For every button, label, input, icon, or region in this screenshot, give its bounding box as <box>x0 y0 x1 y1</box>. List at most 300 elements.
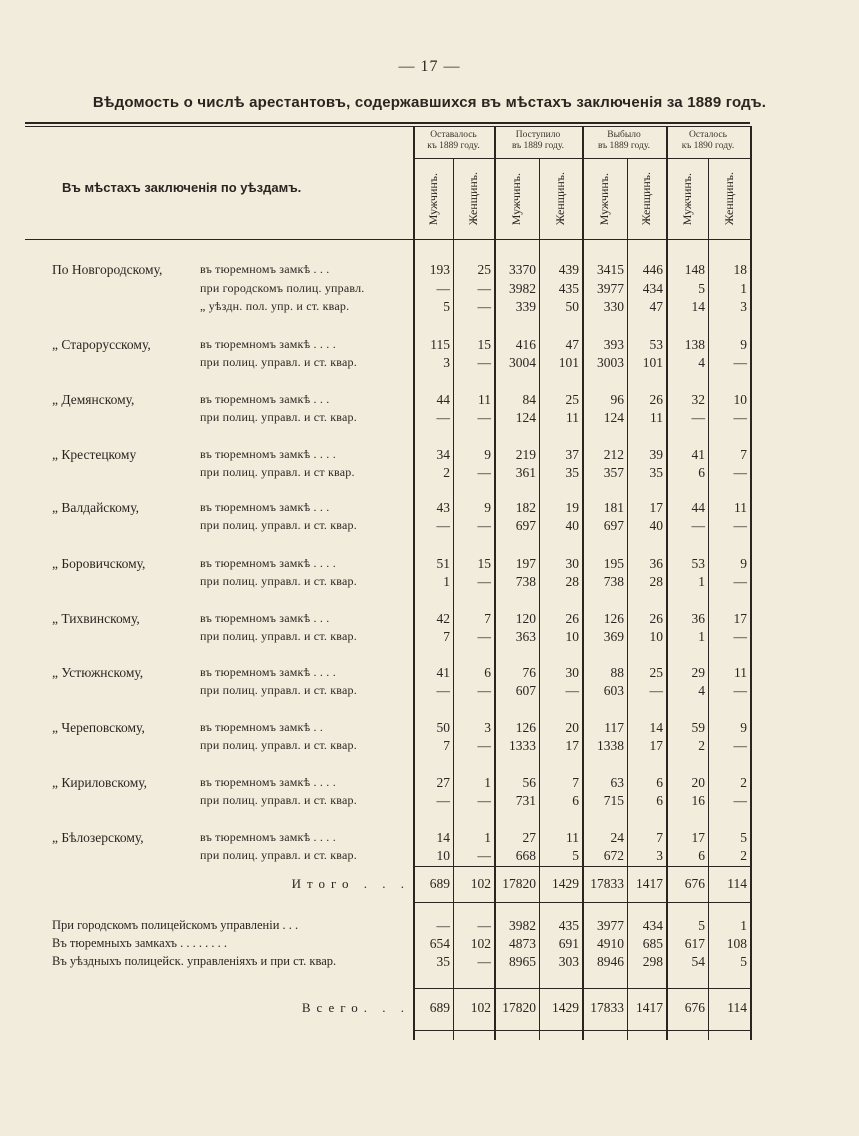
table-row <box>0 355 859 375</box>
table-cell: 676 <box>684 876 705 891</box>
table-cell: 35 <box>436 954 450 969</box>
table-row <box>0 556 859 576</box>
column-sub-header <box>453 160 494 238</box>
table-cell: — <box>565 683 579 698</box>
table-cell: — <box>436 281 450 296</box>
institution-label: въ тюремномъ замкѣ . . . . <box>200 447 336 461</box>
table-cell: 668 <box>515 848 536 863</box>
table-cell: 691 <box>558 936 579 951</box>
total-row <box>0 876 859 896</box>
institution-label: въ тюремномъ замкѣ . . <box>200 720 324 734</box>
table-cell: 11 <box>566 410 579 425</box>
table-cell: 298 <box>642 954 663 969</box>
district-label: „ Старорусскому, <box>52 337 151 352</box>
table-cell: 6 <box>484 665 491 680</box>
institution-label: въ тюремномъ замкѣ . . . <box>200 500 330 514</box>
table-cell: — <box>733 355 747 370</box>
page-number: — 17 — <box>398 58 461 75</box>
institution-label: въ тюремномъ замкѣ . . . . <box>200 830 336 844</box>
table-cell: 50 <box>565 299 579 314</box>
column-sub-header <box>666 160 708 238</box>
table-cell: 126 <box>515 720 536 735</box>
table-row <box>0 830 859 850</box>
table-cell: — <box>477 410 491 425</box>
table-cell: 303 <box>558 954 579 969</box>
table-cell: 30 <box>565 665 579 680</box>
institution-label: въ тюремномъ замкѣ . . . <box>200 392 330 406</box>
table-cell: 330 <box>603 299 624 314</box>
table-cell: 3977 <box>597 281 624 296</box>
table-cell: 44 <box>691 500 705 515</box>
column-sub-header-label: Женщинъ. <box>553 172 567 226</box>
table-cell: 1333 <box>509 738 536 753</box>
column-sub-header-label: Женщинъ. <box>721 172 736 226</box>
table-cell: 10 <box>436 848 450 863</box>
table-cell: — <box>477 629 491 644</box>
table-cell: 3003 <box>597 355 624 370</box>
table-cell: 4910 <box>597 936 624 951</box>
table-cell: 47 <box>649 299 663 314</box>
table-cell: 1429 <box>552 1000 579 1015</box>
table-row <box>0 574 859 594</box>
table-cell: — <box>691 518 705 533</box>
table-cell: 11 <box>734 500 747 515</box>
column-sub-header-label: Мужчинъ. <box>425 172 440 226</box>
table-cell: 9 <box>484 447 491 462</box>
column-sub-header-label: Мужчинъ. <box>509 172 523 226</box>
table-cell: 1 <box>698 574 705 589</box>
table-cell: 63 <box>610 775 624 790</box>
table-cell: 697 <box>515 518 536 533</box>
table-cell: 5 <box>698 281 705 296</box>
table-cell: 41 <box>436 665 450 680</box>
table-row <box>0 683 859 703</box>
table-cell: 181 <box>603 500 624 515</box>
table-cell: 28 <box>649 574 663 589</box>
district-label: „ Боровичскому, <box>52 556 146 571</box>
table-cell: 40 <box>649 518 663 533</box>
table-cell: 6 <box>656 775 663 790</box>
table-row <box>0 629 859 649</box>
institution-label: при полиц. управл. и ст. квар. <box>200 683 357 697</box>
column-group-label: Осталось <box>689 130 727 140</box>
table-cell: 17833 <box>590 876 624 891</box>
table-row <box>0 281 859 301</box>
table-cell: 17 <box>565 738 579 753</box>
table-cell: 1 <box>740 918 747 933</box>
table-cell: — <box>477 355 491 370</box>
table-cell: 11 <box>734 665 747 680</box>
institution-label: при полиц. управл. и ст. квар. <box>200 355 357 369</box>
table-cell: — <box>733 683 747 698</box>
table-cell: 434 <box>642 918 663 933</box>
table-cell: 15 <box>477 337 491 352</box>
table-cell: 3 <box>656 848 663 863</box>
summary-row <box>0 954 859 974</box>
institution-label: при полиц. управл. и ст. квар. <box>200 410 357 424</box>
table-cell: — <box>477 793 491 808</box>
table-cell: 47 <box>565 337 579 352</box>
table-cell: 6 <box>572 793 579 808</box>
table-cell: 10 <box>565 629 579 644</box>
table-cell: 17 <box>733 611 747 626</box>
table-cell: 393 <box>603 337 624 352</box>
table-cell: 3982 <box>509 918 536 933</box>
table-cell: 17 <box>649 500 663 515</box>
table-cell: 20 <box>691 775 705 790</box>
institution-label: при полиц. управл. и ст. квар. <box>200 574 357 588</box>
table-cell: 36 <box>649 556 663 571</box>
table-cell: — <box>477 518 491 533</box>
summary-row <box>0 936 859 956</box>
table-cell: 1 <box>698 629 705 644</box>
column-group-sublabel: въ 1889 году. <box>511 141 565 151</box>
table-cell: 54 <box>691 954 705 969</box>
table-cell: — <box>691 410 705 425</box>
table-cell: 50 <box>436 720 450 735</box>
table-row <box>0 848 859 868</box>
table-cell: — <box>477 465 491 480</box>
table-cell: 11 <box>650 410 663 425</box>
table-cell: 5 <box>572 848 579 863</box>
institution-label: при полиц. управл. и ст квар. <box>200 465 355 479</box>
table-cell: 43 <box>436 500 450 515</box>
table-cell: 3 <box>484 720 491 735</box>
table-cell: 39 <box>649 447 663 462</box>
table-cell: 17820 <box>502 1000 536 1015</box>
table-cell: 416 <box>515 337 536 352</box>
table-cell: 9 <box>484 500 491 515</box>
table-cell: 363 <box>515 629 536 644</box>
institution-label: при полиц. управл. и ст. квар. <box>200 738 357 752</box>
table-cell: 689 <box>429 876 450 891</box>
table-cell: 108 <box>726 936 747 951</box>
table-cell: 25 <box>477 262 491 277</box>
column-group-header <box>413 130 494 156</box>
table-cell: — <box>477 574 491 589</box>
table-row <box>0 337 859 357</box>
table-cell: 53 <box>649 337 663 352</box>
institution-label: при полиц. управл. и ст. квар. <box>200 793 357 807</box>
table-cell: 182 <box>515 500 536 515</box>
table-cell: 6 <box>698 848 705 863</box>
table-cell: 76 <box>522 665 536 680</box>
table-row <box>0 465 859 485</box>
row-header: Въ мѣстахъ заключенія по уѣздамъ. <box>62 180 302 195</box>
table-cell: 120 <box>515 611 536 626</box>
table-cell: 36 <box>691 611 705 626</box>
column-sub-header <box>413 160 453 238</box>
column-group-label: Выбыло <box>607 130 641 140</box>
table-cell: 32 <box>691 392 705 407</box>
table-row <box>0 447 859 467</box>
institution-label: при полиц. управл. и ст. квар. <box>200 518 357 532</box>
table-cell: 4 <box>698 355 705 370</box>
column-group-label: Поступило <box>515 130 561 140</box>
table-cell: 27 <box>522 830 536 845</box>
table-cell: — <box>436 410 450 425</box>
table-cell: 5 <box>740 830 747 845</box>
table-cell: 26 <box>649 611 663 626</box>
table-cell: 738 <box>603 574 624 589</box>
table-cell: 59 <box>691 720 705 735</box>
table-row <box>0 500 859 520</box>
table-cell: 339 <box>515 299 536 314</box>
district-label: „ Тихвинскому, <box>52 611 140 626</box>
table-cell: 17833 <box>590 1000 624 1015</box>
table-cell: 1417 <box>636 1000 663 1015</box>
table-cell: — <box>649 683 663 698</box>
table-cell: 3 <box>443 355 450 370</box>
summary-row <box>0 918 859 938</box>
column-group-sublabel: въ 1889 году. <box>597 141 651 151</box>
table-cell: 26 <box>649 392 663 407</box>
column-sub-header <box>627 160 666 238</box>
table-cell: 2 <box>740 775 747 790</box>
institution-label: въ тюремномъ замкѣ . . . . <box>200 775 336 789</box>
table-row <box>0 392 859 412</box>
institution-label: при полиц. управл. и ст. квар. <box>200 848 357 862</box>
table-cell: 193 <box>429 262 450 277</box>
table-cell: 6 <box>656 793 663 808</box>
column-group-sublabel: къ 1890 году. <box>681 141 735 151</box>
table-cell: 715 <box>603 793 624 808</box>
table-cell: 17820 <box>502 876 536 891</box>
table-cell: — <box>477 738 491 753</box>
district-label: „ Кириловскому, <box>52 775 148 790</box>
table-cell: 654 <box>429 936 450 951</box>
table-cell: 617 <box>684 936 705 951</box>
table-cell: 11 <box>478 392 491 407</box>
table-cell: 4 <box>698 683 705 698</box>
table-cell: 2 <box>698 738 705 753</box>
table-cell: 689 <box>429 1000 450 1015</box>
column-group-label: Оставалось <box>430 130 477 140</box>
table-cell: 3982 <box>509 281 536 296</box>
table-row <box>0 518 859 538</box>
table-cell: 84 <box>522 392 536 407</box>
table-cell: 16 <box>691 793 705 808</box>
table-row <box>0 410 859 430</box>
table-cell: 3415 <box>597 262 624 277</box>
table-row <box>0 299 859 319</box>
table-cell: 3004 <box>509 355 536 370</box>
institution-label: при городскомъ полиц. управл. <box>200 281 365 295</box>
table-cell: 3 <box>740 299 747 314</box>
table-cell: 7 <box>484 611 491 626</box>
table-cell: 1429 <box>552 876 579 891</box>
table-cell: 51 <box>436 556 450 571</box>
district-label: „ Валдайскому, <box>52 500 139 515</box>
table-cell: 7 <box>740 447 747 462</box>
table-cell: 114 <box>727 1000 747 1015</box>
table-cell: 731 <box>515 793 536 808</box>
district-label: „ Демянскому, <box>52 392 135 407</box>
institution-label: въ тюремномъ замкѣ . . . . <box>200 665 336 679</box>
table-cell: 435 <box>558 281 579 296</box>
table-cell: 114 <box>727 876 747 891</box>
column-group-header <box>494 130 582 156</box>
table-cell: 685 <box>642 936 663 951</box>
table-cell: 212 <box>603 447 624 462</box>
institution-label: „ уѣздн. пол. упр. и ст. квар. <box>200 299 350 313</box>
table-cell: 1 <box>443 574 450 589</box>
table-cell: 44 <box>436 392 450 407</box>
column-sub-header-label: Женщинъ. <box>466 172 480 226</box>
column-sub-header <box>582 160 627 238</box>
table-cell: 1 <box>740 281 747 296</box>
district-label: По Новгородскому, <box>52 262 163 277</box>
table-cell: 10 <box>649 629 663 644</box>
district-label: „ Бѣлозерскому, <box>52 830 144 845</box>
table-cell: 361 <box>515 465 536 480</box>
institution-label: въ тюремномъ замкѣ . . . <box>200 611 330 625</box>
table-cell: 18 <box>733 262 747 277</box>
table-row <box>0 793 859 813</box>
table-cell: 102 <box>470 1000 491 1015</box>
table-cell: 1338 <box>597 738 624 753</box>
table-cell: 9 <box>740 556 747 571</box>
table-row <box>0 738 859 758</box>
table-cell: 14 <box>436 830 450 845</box>
column-group-header <box>666 130 750 156</box>
summary-label: Въ уѣздныхъ полицейск. управленіяхъ и при ст. квар. <box>52 954 337 968</box>
summary-label: Въ тюремныхъ замкахъ . . . . . . . . <box>52 936 227 950</box>
table-cell: 5 <box>740 954 747 969</box>
table-cell: 15 <box>477 556 491 571</box>
table-cell: 20 <box>565 720 579 735</box>
table-cell: 2 <box>740 848 747 863</box>
table-cell: 148 <box>684 262 705 277</box>
table-cell: 53 <box>691 556 705 571</box>
table-cell: 30 <box>565 556 579 571</box>
table-cell: 8946 <box>597 954 624 969</box>
table-cell: 42 <box>436 611 450 626</box>
table-cell: 9 <box>740 337 747 352</box>
document-title: Вѣдомость о числѣ арестантовъ, содержавшихся въ мѣстахъ заключенія за 1889 годъ. <box>92 94 767 111</box>
table-cell: 35 <box>649 465 663 480</box>
table-cell: 357 <box>603 465 624 480</box>
table-cell: 435 <box>558 918 579 933</box>
table-cell: 607 <box>515 683 536 698</box>
table-cell: 2 <box>443 465 450 480</box>
table-cell: 40 <box>565 518 579 533</box>
table-cell: 56 <box>522 775 536 790</box>
table-cell: 439 <box>558 262 579 277</box>
table-cell: — <box>733 738 747 753</box>
district-label: „ Череповскому, <box>52 720 145 735</box>
table-cell: 5 <box>443 299 450 314</box>
table-row <box>0 775 859 795</box>
district-label: „ Крестецкому <box>52 447 137 462</box>
total-label: Итого . . . <box>291 876 410 891</box>
table-cell: — <box>733 574 747 589</box>
column-sub-header-label: Мужчинъ. <box>597 172 611 226</box>
table-cell: 17 <box>649 738 663 753</box>
table-cell: 25 <box>649 665 663 680</box>
table-cell: 25 <box>565 392 579 407</box>
table-cell: — <box>733 793 747 808</box>
table-cell: 102 <box>470 936 491 951</box>
district-label: „ Устюжнскому, <box>52 665 144 680</box>
table-cell: 3977 <box>597 918 624 933</box>
table-row <box>0 665 859 685</box>
institution-label: въ тюремномъ замкѣ . . . . <box>200 556 336 570</box>
table-cell: 1 <box>484 830 491 845</box>
table-cell: — <box>733 518 747 533</box>
table-cell: 738 <box>515 574 536 589</box>
table-cell: 29 <box>691 665 705 680</box>
table-cell: 88 <box>610 665 624 680</box>
table-cell: — <box>477 299 491 314</box>
table-row <box>0 720 859 740</box>
table-cell: — <box>436 518 450 533</box>
table-cell: 697 <box>603 518 624 533</box>
column-sub-header-label: Женщинъ. <box>639 172 653 226</box>
institution-label: при полиц. управл. и ст. квар. <box>200 629 357 643</box>
table-cell: 101 <box>642 355 663 370</box>
table-cell: 10 <box>733 392 747 407</box>
table-cell: 14 <box>691 299 705 314</box>
column-sub-header-label: Мужчинъ. <box>679 172 694 226</box>
table-cell: — <box>733 410 747 425</box>
table-cell: — <box>477 918 491 933</box>
table-cell: 24 <box>610 830 624 845</box>
table-cell: 3370 <box>509 262 536 277</box>
table-cell: — <box>477 281 491 296</box>
table-cell: 102 <box>470 876 491 891</box>
table-cell: 26 <box>565 611 579 626</box>
table-cell: 37 <box>565 447 579 462</box>
table-cell: 7 <box>443 629 450 644</box>
table-cell: 96 <box>610 392 624 407</box>
table-cell: 126 <box>603 611 624 626</box>
table-cell: 27 <box>436 775 450 790</box>
column-sub-header <box>539 160 582 238</box>
table-cell: — <box>436 918 450 933</box>
table-cell: 1 <box>484 775 491 790</box>
table-cell: 672 <box>603 848 624 863</box>
table-cell: 1417 <box>636 876 663 891</box>
table-cell: — <box>733 629 747 644</box>
table-cell: 603 <box>603 683 624 698</box>
table-cell: 19 <box>565 500 579 515</box>
table-cell: — <box>436 683 450 698</box>
table-cell: 41 <box>691 447 705 462</box>
table-cell: — <box>477 848 491 863</box>
column-group-sublabel: къ 1889 году. <box>427 141 480 151</box>
table-cell: 369 <box>603 629 624 644</box>
column-group-header <box>582 130 666 156</box>
table-cell: 676 <box>684 1000 705 1015</box>
table-cell: 4873 <box>509 936 536 951</box>
column-sub-header <box>708 160 750 238</box>
table-cell: 6 <box>698 465 705 480</box>
table-cell: 195 <box>603 556 624 571</box>
table-cell: 11 <box>566 830 579 845</box>
table-cell: — <box>436 793 450 808</box>
grand-total-label: Всего. . . <box>301 1000 410 1015</box>
table-cell: 124 <box>515 410 536 425</box>
table-row <box>0 262 859 282</box>
table-cell: 124 <box>603 410 624 425</box>
table-cell: 117 <box>604 720 624 735</box>
table-cell: — <box>733 465 747 480</box>
table-cell: 219 <box>515 447 536 462</box>
table-cell: — <box>477 683 491 698</box>
table-cell: 7 <box>572 775 579 790</box>
table-cell: 446 <box>642 262 663 277</box>
